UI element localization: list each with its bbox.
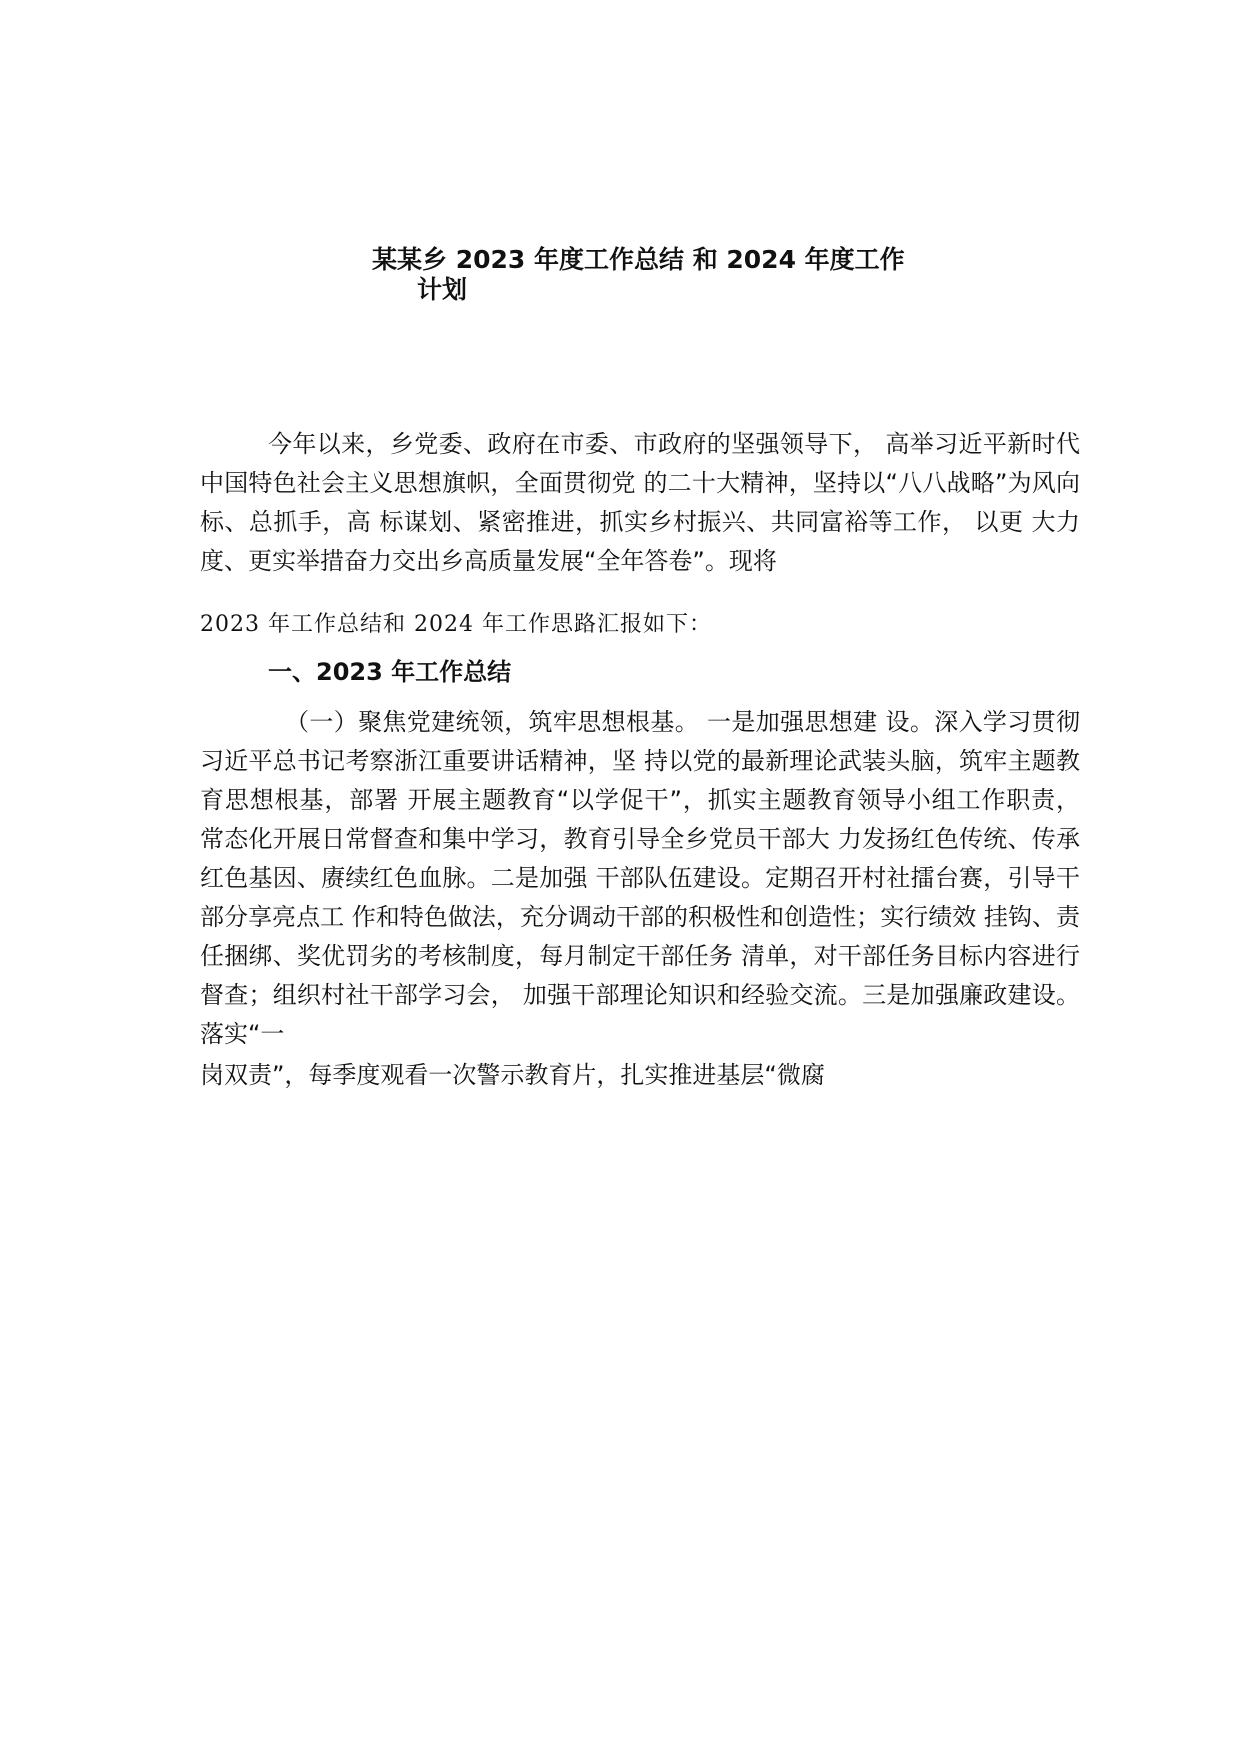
section-heading-1: 一、2023 年工作总结 — [268, 658, 512, 686]
section-1-paragraph: （一）聚焦党建统领，筑牢思想根基。 一是加强思想建 设。深入学习贯彻习近平总书记考察浙江重要讲话精神，坚 持以党的最新理论武装头脑，筑牢主题教育思想根基，部署 开展主题教育“以学促干”，抓实主题教育领导小组工作职责， 常态化开展日常督查和集中学习，教育引导全乡党员干部大 力发扬红色传统、传承红色基因、赓续红色血脉。二是加强 干部队伍建设。定期召开村社擂台赛，引导干部分享亮点工 作和特色做法，充分调动干部的积极性和创造性；实行绩效 挂钩、责任捆绑、奖优罚劣的考核制度，每月制定干部任务 清单，对干部任务目标内容进行督查；组织村社干部学习会， 加强干部理论知识和经验交流。三是加强廉政建设。落实“一 — [200, 708, 1080, 1048]
intro-paragraph: 今年以来，乡党委、政府在市委、市政府的坚强领导下， 高举习近平新时代中国特色社会主义思想旗帜，全面贯彻党 的二十大精神，坚持以“八八战略”为风向标、总抓手，高 标谋划、紧密推进，抓实乡村振兴、共同富裕等工作， 以更 大力度、更实举措奋力交出乡高质量发展“全年答卷”。现将 — [200, 430, 1080, 575]
title-line-1: 某某乡 2023 年度工作总结 和 2024 年度工作 — [372, 245, 905, 274]
title-line-2: 计划 — [417, 275, 468, 304]
section-1-paragraph-continuation: 岗双责”，每季度观看一次警示教育片，扎实推进基层“微腐 — [200, 1061, 825, 1089]
document-title — [372, 245, 932, 305]
intro-paragraph-continuation: 2023 年工作总结和 2024 年工作思路汇报如下： — [200, 612, 712, 637]
